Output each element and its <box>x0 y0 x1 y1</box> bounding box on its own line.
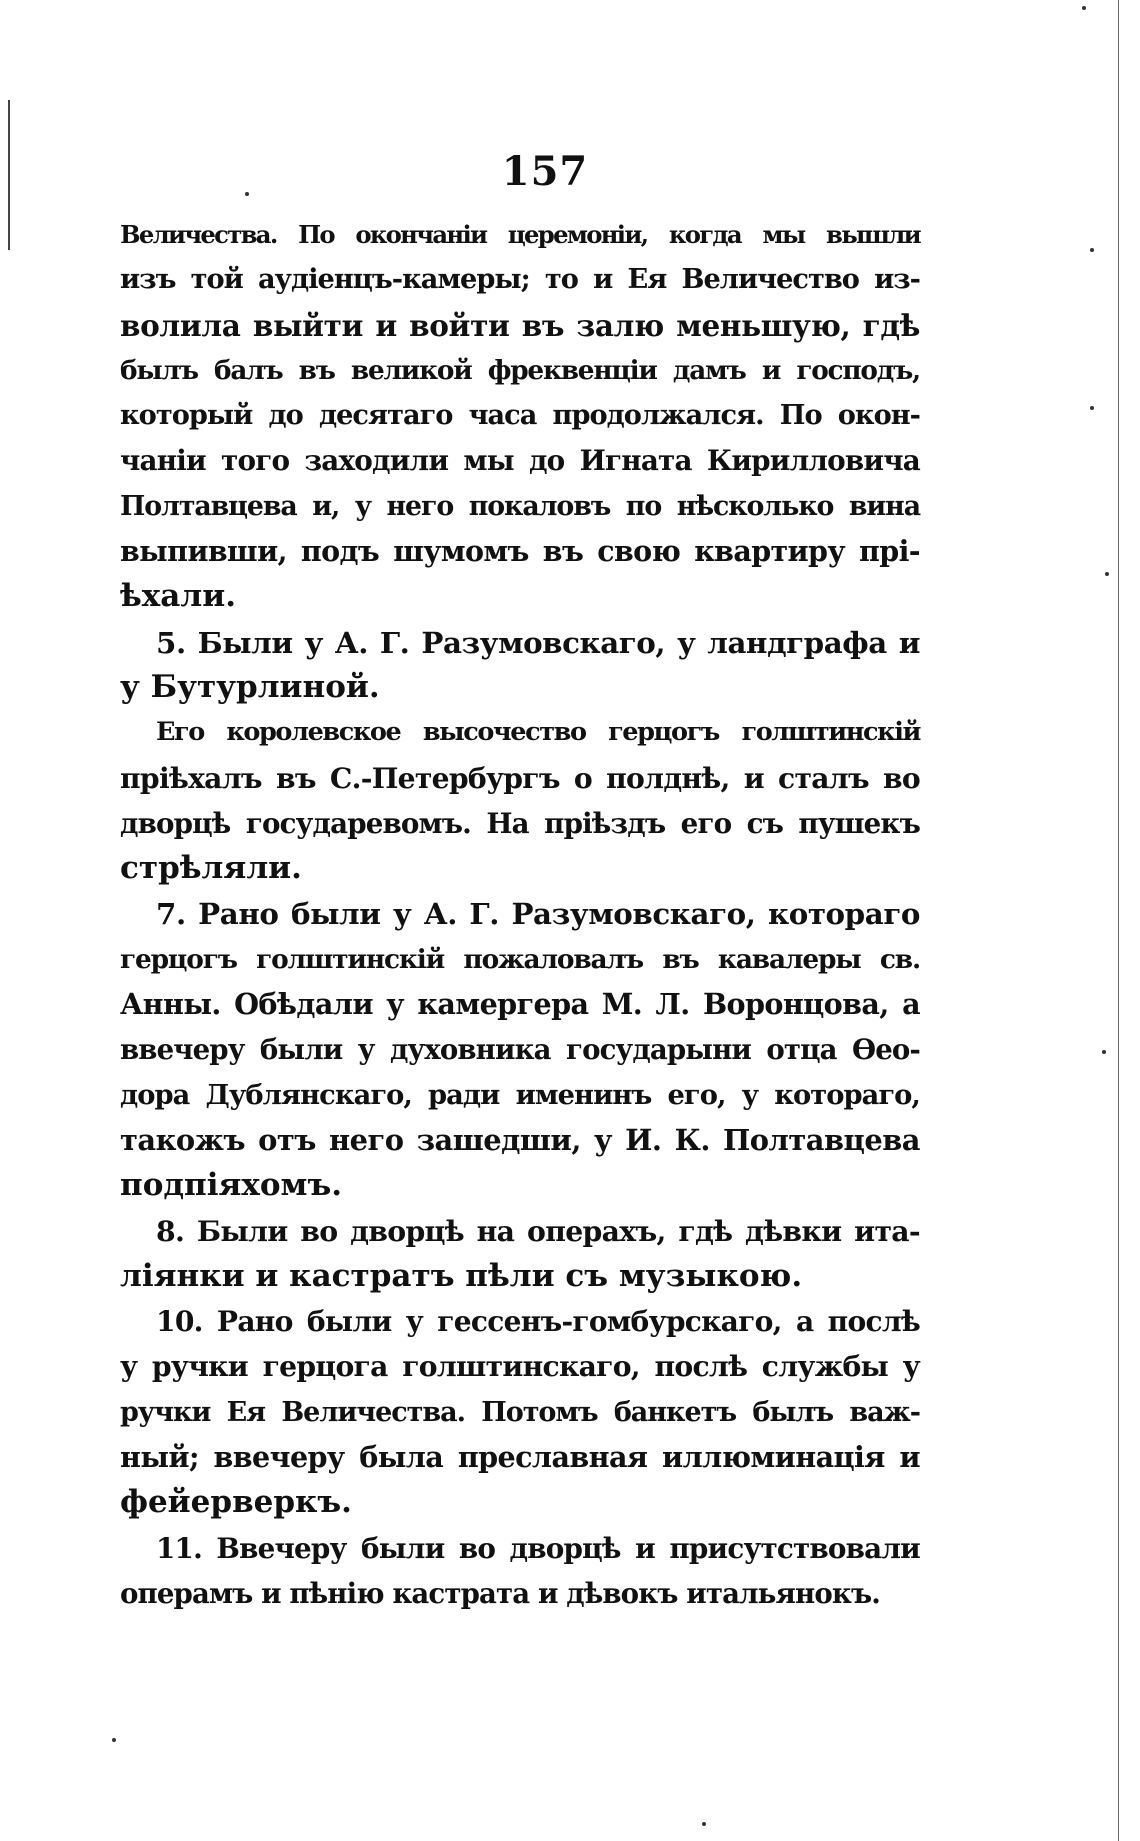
scan-speck <box>1082 6 1086 10</box>
scan-speck <box>112 1738 116 1742</box>
text-line: Его королевское высочество герцогъ голштинскій <box>156 717 920 748</box>
text-line: Полтавцева и, у него покаловъ по нѣсколько вина <box>120 490 920 522</box>
text-line: чаніи того заходили мы до Игната Кирилловича <box>120 444 920 478</box>
text-line: изъ той аудіенцъ-камеры; то и Ея Величество из- <box>120 263 920 296</box>
text-line: ѣхали. <box>120 578 237 615</box>
paragraph <box>120 620 920 711</box>
page-edge-right <box>1118 0 1119 1841</box>
text-line: 10. Рано были у гессенъ-гомбурскаго, а послѣ <box>156 1305 920 1339</box>
body-text <box>120 212 920 1616</box>
page-number: 157 <box>501 148 589 195</box>
paragraph <box>120 1526 920 1617</box>
text-line: операмъ и пѣнію кастрата и дѣвокъ итальянокъ. <box>120 1576 880 1610</box>
paragraph <box>120 1299 920 1525</box>
text-line: дворцѣ государевомъ. На пріѣздъ его съ пушекъ <box>120 806 920 840</box>
paragraph <box>120 1209 920 1300</box>
paragraph <box>120 710 920 891</box>
text-line: у Бутурлиной. <box>120 668 380 705</box>
paragraph <box>120 212 920 620</box>
text-line: волила выйти и войти въ залю меньшую, гдѣ <box>120 307 920 343</box>
text-line: 11. Ввечеру были во дворцѣ и присутствовали <box>156 1531 920 1565</box>
text-line: пріѣхалъ въ С.-Петербургъ о полднѣ, и сталъ во <box>120 761 920 795</box>
text-line: 7. Рано были у А. Г. Разумовскаго, котораго <box>156 896 920 932</box>
text-line: 5. Были у А. Г. Разумовскаго, у ландграфа и <box>156 624 920 660</box>
text-line: 8. Были во дворцѣ на операхъ, гдѣ дѣвки ита- <box>156 1213 920 1248</box>
text-line: который до десятаго часа продолжался. По окон- <box>120 399 920 432</box>
text-line: стрѣляли. <box>120 850 302 887</box>
text-line: ный; ввечеру была преславная иллюминація и <box>120 1440 920 1475</box>
paragraph <box>120 891 920 1208</box>
text-line: ручки Ея Величества. Потомъ банкетъ былъ важ- <box>120 1396 920 1428</box>
text-line: Величества. По окончаніи церемоніи, когда мы вышли <box>120 220 920 249</box>
scan-speck <box>1090 406 1094 410</box>
text-line: ліянки и кастратъ пѣли съ музыкою. <box>120 1257 803 1294</box>
text-line: у ручки герцога голштинскаго, послѣ службы у <box>120 1350 920 1384</box>
scan-speck <box>1090 248 1094 252</box>
text-line: былъ балъ въ великой фреквенціи дамъ и господъ, <box>120 354 920 386</box>
text-line: герцогъ голштинскій пожаловалъ въ кавалеры св. <box>120 943 920 975</box>
text-line: выпивши, подъ шумомъ въ свою квартиру прі- <box>120 534 920 569</box>
text-line: ввечеру были у духовника государыни отца Ѳео- <box>120 1033 920 1067</box>
text-line: такожъ отъ него зашедши, у И. К. Полтавцева <box>120 1122 920 1157</box>
text-line: подпіяхомъ. <box>120 1167 343 1204</box>
text-line: дора Дублянскаго, ради именинъ его, у котораго, <box>120 1078 920 1111</box>
text-line: Анны. Обѣдали у камергера М. Л. Воронцова, а <box>120 987 920 1022</box>
text-line: фейерверкъ. <box>120 1484 352 1521</box>
scan-speck <box>1102 1050 1106 1054</box>
scan-speck <box>1105 572 1109 576</box>
scan-speck <box>702 1822 706 1826</box>
